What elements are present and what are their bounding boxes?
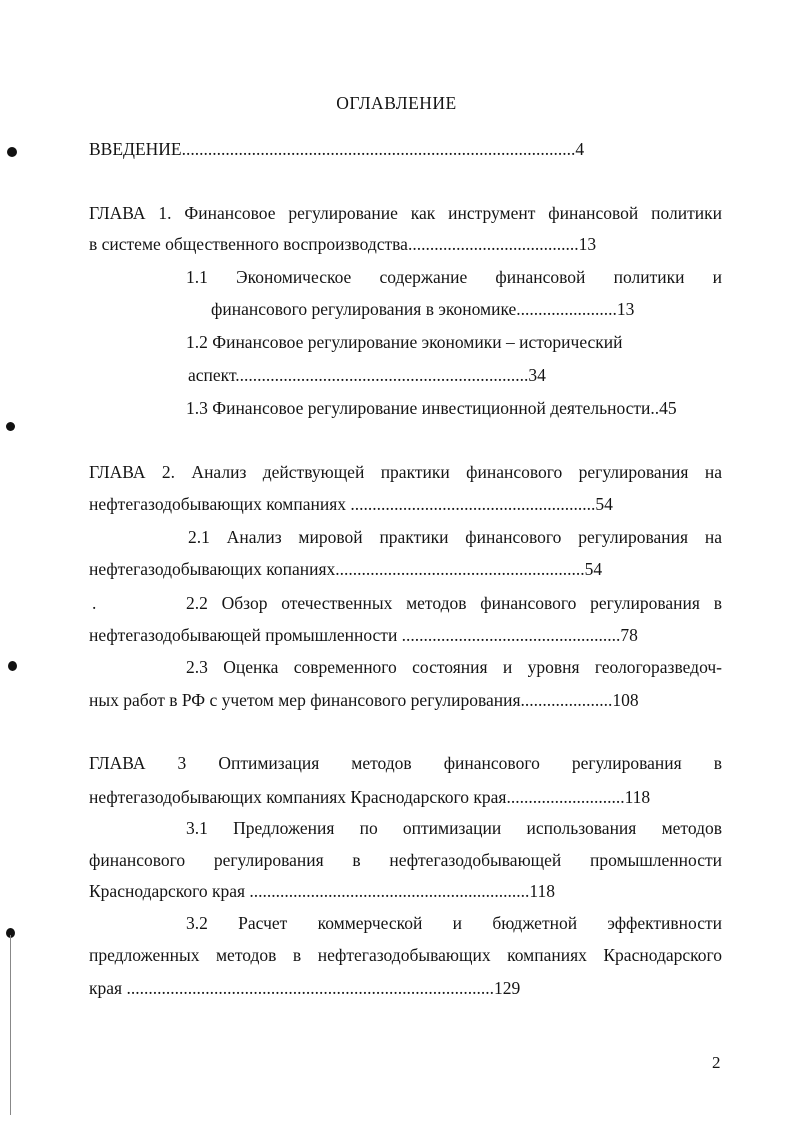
section-3-2[interactable]: 3.2 Расчет коммерческой и бюджетной эффективности: [186, 913, 722, 933]
chapter-1-title[interactable]: ГЛАВА 1. Финансовое регулирование как инструмент финансовой политики: [89, 203, 722, 223]
section-2-2-cont[interactable]: нефтегазодобывающей промышленности ..................................................78: [89, 625, 638, 645]
section-3-1[interactable]: 3.1 Предложения по оптимизации использования методов: [186, 818, 722, 838]
page-number: 2: [712, 1053, 721, 1072]
section-2-3-cont[interactable]: ных работ в РФ с учетом мер финансового регулирования.....................108: [89, 690, 639, 710]
stray-dot: .: [92, 593, 97, 613]
section-2-3[interactable]: 2.3 Оценка современного состояния и уровня геологоразведоч-: [186, 657, 722, 677]
scan-edge-line: [10, 935, 11, 1115]
scan-mark-1: [7, 147, 17, 157]
chapter-3-title[interactable]: ГЛАВА 3 Оптимизация методов финансового регулирования в: [89, 753, 722, 773]
section-1-1[interactable]: 1.1 Экономическое содержание финансовой политики и: [186, 267, 722, 287]
section-1-3[interactable]: 1.3 Финансовое регулирование инвестиционной деятельности..45: [186, 398, 677, 418]
scan-mark-2: [6, 422, 15, 431]
toc-title: ОГЛАВЛЕНИЕ: [336, 93, 457, 113]
chapter-2-title[interactable]: ГЛАВА 2. Анализ действующей практики финансового регулирования на: [89, 462, 722, 482]
toc-intro[interactable]: ВВЕДЕНИЕ..........................................................................................4: [89, 139, 585, 159]
chapter-3-title-cont[interactable]: нефтегазодобывающих компаниях Краснодарского края...........................118: [89, 787, 651, 807]
chapter-2-title-cont[interactable]: нефтегазодобывающих компаниях ........................................................54: [89, 494, 613, 514]
section-3-2-cont[interactable]: предложенных методов в нефтегазодобывающих компаниях Краснодарского: [89, 945, 722, 965]
section-3-2-cont2[interactable]: края ....................................................................................129: [89, 978, 521, 998]
section-3-1-cont2[interactable]: Краснодарского края ................................................................118: [89, 881, 556, 901]
chapter-1-title-cont[interactable]: в системе общественного воспроизводства.......................................13: [89, 234, 597, 254]
section-2-1-cont[interactable]: нефтегазодобывающих копаниях.........................................................54: [89, 559, 603, 579]
section-2-2[interactable]: 2.2 Обзор отечественных методов финансового регулирования в: [186, 593, 722, 613]
section-3-1-cont[interactable]: финансового регулирования в нефтегазодобывающей промышленности: [89, 850, 722, 870]
scan-mark-3: [8, 661, 17, 671]
section-1-1-cont[interactable]: финансового регулирования в экономике.......................13: [211, 299, 635, 319]
section-2-1[interactable]: 2.1 Анализ мировой практики финансового регулирования на: [188, 527, 722, 547]
section-1-2[interactable]: 1.2 Финансовое регулирование экономики – исторический: [186, 332, 623, 352]
section-1-2-cont[interactable]: аспект...................................................................34: [188, 365, 546, 385]
